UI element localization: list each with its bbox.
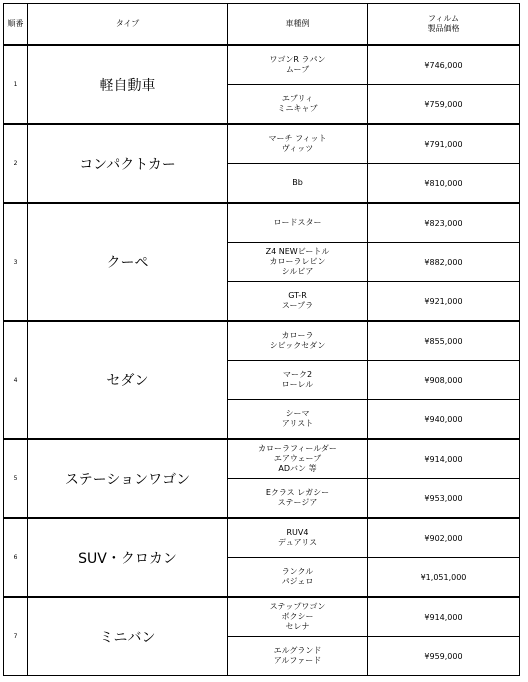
price-cell: ¥921,000 xyxy=(368,282,520,322)
order-number-cell: 6 xyxy=(4,518,28,597)
table-row xyxy=(4,203,520,243)
car-examples-cell: カローラフィールダー エアウェーブ ADバン 等 xyxy=(228,439,368,479)
car-examples-cell: Eクラス レガシー ステージア xyxy=(228,479,368,519)
price-cell: ¥791,000 xyxy=(368,124,520,164)
table-row xyxy=(4,518,520,558)
order-number-cell: 2 xyxy=(4,124,28,203)
car-examples-cell: Bb xyxy=(228,164,368,204)
header-no: 順番 xyxy=(4,4,28,46)
type-cell: セダン xyxy=(28,321,228,439)
price-cell: ¥759,000 xyxy=(368,85,520,125)
header-car: 車種例 xyxy=(228,4,368,46)
type-cell: コンパクトカー xyxy=(28,124,228,203)
price-cell: ¥746,000 xyxy=(368,45,520,85)
price-cell: ¥1,051,000 xyxy=(368,558,520,598)
car-examples-cell: カローラ シビックセダン xyxy=(228,321,368,361)
order-number-cell: 3 xyxy=(4,203,28,321)
order-number-cell: 7 xyxy=(4,597,28,676)
price-cell: ¥810,000 xyxy=(368,164,520,204)
price-cell: ¥855,000 xyxy=(368,321,520,361)
car-examples-cell: RUV4 デュアリス xyxy=(228,518,368,558)
price-cell: ¥940,000 xyxy=(368,400,520,440)
type-cell: 軽自動車 xyxy=(28,45,228,124)
table-header xyxy=(4,4,520,46)
type-cell: ステーションワゴン xyxy=(28,439,228,518)
car-examples-cell: ランクル パジェロ xyxy=(228,558,368,598)
order-number-cell: 5 xyxy=(4,439,28,518)
type-cell: ミニバン xyxy=(28,597,228,676)
car-examples-cell: マーク2 ローレル xyxy=(228,361,368,400)
order-number-cell: 1 xyxy=(4,45,28,124)
price-table xyxy=(3,3,520,676)
order-number-cell: 4 xyxy=(4,321,28,439)
price-cell: ¥914,000 xyxy=(368,439,520,479)
car-examples-cell: シーマ アリスト xyxy=(228,400,368,440)
car-examples-cell: エルグランド アルファード xyxy=(228,637,368,676)
car-examples-cell: GT-R スープラ xyxy=(228,282,368,322)
type-cell: クーペ xyxy=(28,203,228,321)
price-cell: ¥823,000 xyxy=(368,203,520,243)
table-row xyxy=(4,597,520,637)
price-cell: ¥953,000 xyxy=(368,479,520,519)
header-price: フィルム 製品価格 xyxy=(368,4,520,46)
price-cell: ¥902,000 xyxy=(368,518,520,558)
table-row xyxy=(4,124,520,164)
table-row xyxy=(4,439,520,479)
car-examples-cell: マーチ フィット ヴィッツ xyxy=(228,124,368,164)
car-examples-cell: ワゴンR ラパン ムーブ xyxy=(228,45,368,85)
header-type: タイプ xyxy=(28,4,228,46)
price-cell: ¥908,000 xyxy=(368,361,520,400)
price-cell: ¥959,000 xyxy=(368,637,520,676)
price-cell: ¥914,000 xyxy=(368,597,520,637)
header-row xyxy=(4,4,520,46)
price-cell: ¥882,000 xyxy=(368,243,520,282)
car-examples-cell: ロードスター xyxy=(228,203,368,243)
table-body xyxy=(4,45,520,676)
table-row xyxy=(4,45,520,85)
table-row xyxy=(4,321,520,361)
car-examples-cell: Z4 NEWビートル カローラレビン シルビア xyxy=(228,243,368,282)
type-cell: SUV・クロカン xyxy=(28,518,228,597)
car-examples-cell: エブリィ ミニキャブ xyxy=(228,85,368,125)
car-examples-cell: ステップワゴン ボクシー セレナ xyxy=(228,597,368,637)
